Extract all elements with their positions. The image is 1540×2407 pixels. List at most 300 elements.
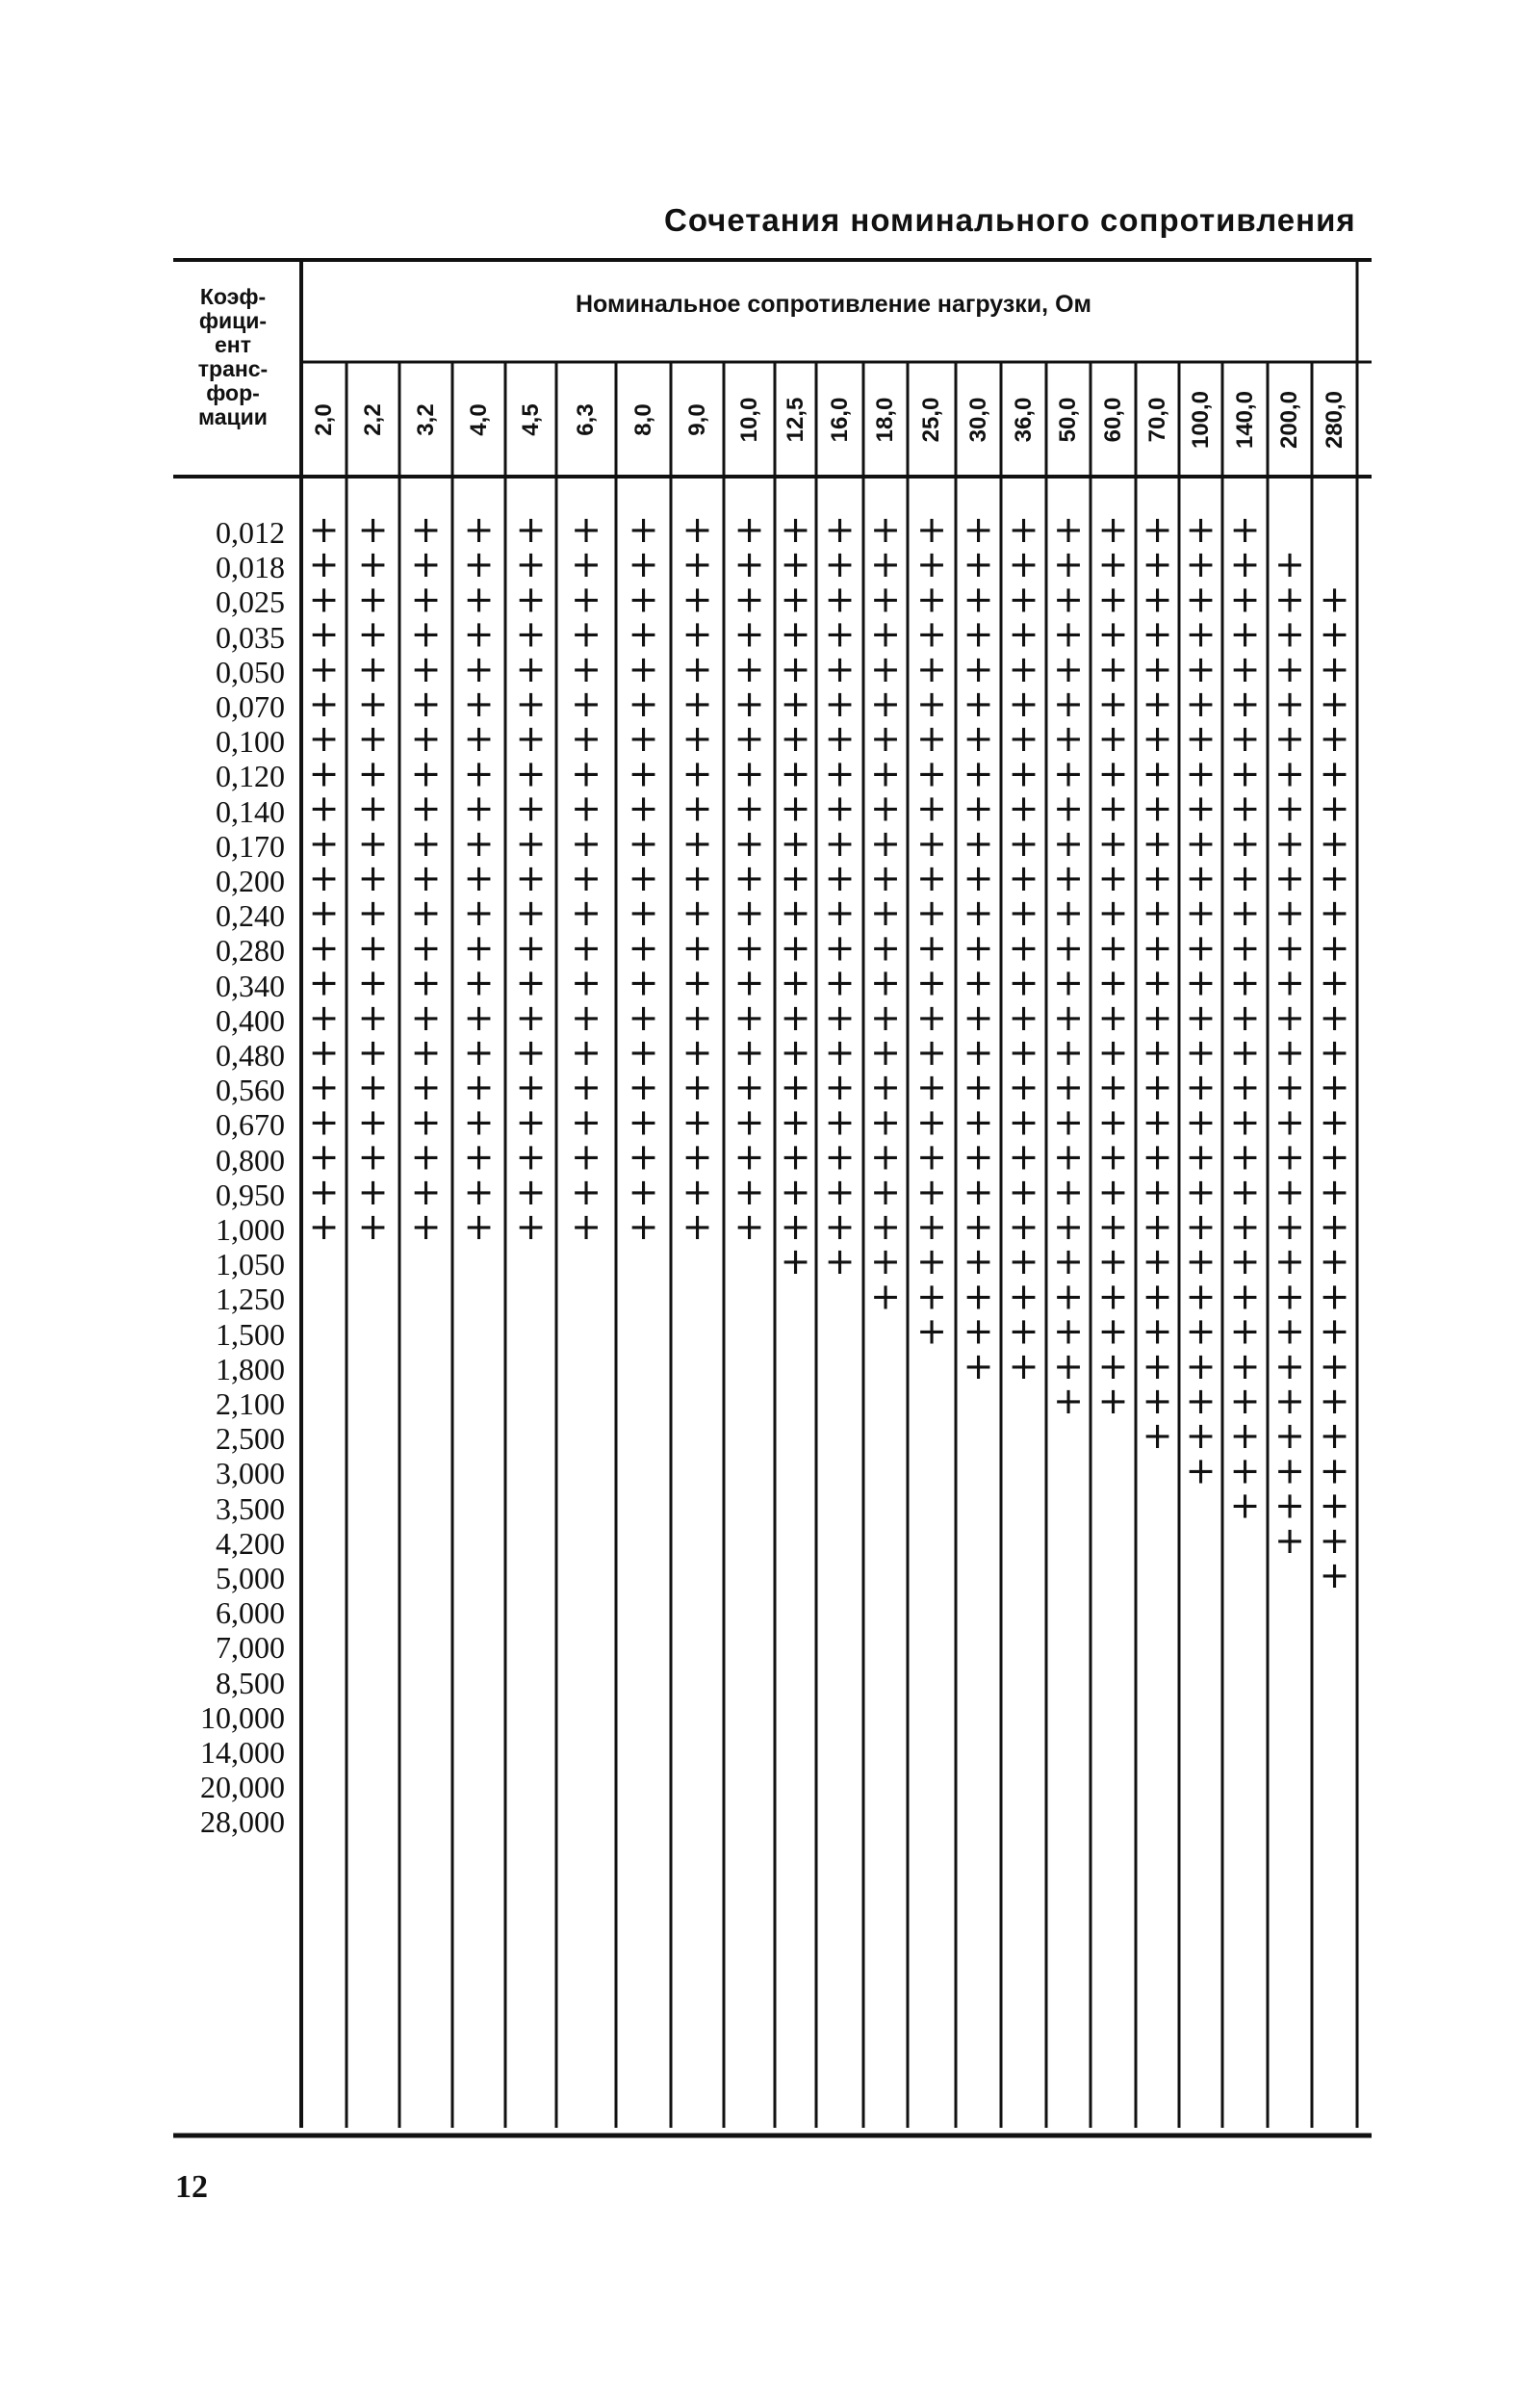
plus-mark: + bbox=[1142, 1344, 1173, 1387]
plus-mark: + bbox=[515, 612, 547, 656]
plus-mark: + bbox=[824, 683, 856, 725]
plus-mark: + bbox=[870, 1170, 901, 1213]
row-label: 5,000 bbox=[216, 1561, 285, 1595]
plus-mark: + bbox=[410, 1100, 442, 1144]
plus-mark: + bbox=[1229, 1205, 1261, 1248]
plus-mark: + bbox=[1097, 1309, 1129, 1353]
plus-mark: + bbox=[733, 1170, 765, 1213]
plus-mark: + bbox=[681, 1170, 713, 1213]
plus-mark: + bbox=[824, 508, 856, 551]
plus-mark: + bbox=[1319, 1449, 1350, 1492]
plus-mark: + bbox=[916, 508, 947, 551]
plus-mark: + bbox=[1274, 1205, 1305, 1248]
row-label: 1,500 bbox=[216, 1316, 285, 1352]
plus-mark: + bbox=[681, 1066, 713, 1109]
row-label: 8,500 bbox=[216, 1665, 285, 1700]
plus-mark: + bbox=[571, 647, 602, 690]
plus-mark: + bbox=[1097, 508, 1129, 551]
plus-mark: + bbox=[1185, 1449, 1217, 1492]
plus-mark: + bbox=[1053, 647, 1084, 690]
plus-mark: + bbox=[824, 1100, 856, 1144]
plus-mark: + bbox=[962, 892, 994, 935]
plus-mark: + bbox=[1097, 996, 1129, 1039]
plus-mark: + bbox=[870, 1205, 901, 1248]
plus-mark: + bbox=[733, 578, 765, 621]
plus-mark: + bbox=[1142, 996, 1173, 1039]
plus-mark: + bbox=[515, 1205, 547, 1248]
plus-mark: + bbox=[357, 1170, 389, 1213]
plus-mark: + bbox=[1142, 1066, 1173, 1109]
plus-mark: + bbox=[357, 961, 389, 1004]
row-label: 3,000 bbox=[216, 1456, 285, 1491]
row-label: 0,025 bbox=[216, 584, 285, 620]
plus-mark: + bbox=[463, 1205, 495, 1248]
plus-mark: + bbox=[463, 892, 495, 935]
plus-mark: + bbox=[1053, 1344, 1084, 1387]
plus-mark: + bbox=[1185, 1100, 1217, 1144]
plus-mark: + bbox=[681, 647, 713, 690]
row-label: 10,000 bbox=[200, 1699, 285, 1735]
plus-mark: + bbox=[1274, 821, 1305, 865]
plus-mark: + bbox=[410, 1135, 442, 1178]
plus-mark: + bbox=[1229, 821, 1261, 865]
plus-mark: + bbox=[1274, 1170, 1305, 1213]
plus-mark: + bbox=[870, 1100, 901, 1144]
plus-mark: + bbox=[1053, 857, 1084, 899]
plus-mark: + bbox=[308, 1205, 340, 1248]
plus-mark: + bbox=[824, 996, 856, 1039]
plus-mark: + bbox=[870, 578, 901, 621]
plus-mark: + bbox=[1274, 1518, 1305, 1562]
plus-mark: + bbox=[1097, 1344, 1129, 1387]
plus-mark: + bbox=[733, 1031, 765, 1074]
plus-mark: + bbox=[1185, 892, 1217, 935]
plus-mark: + bbox=[1008, 647, 1040, 690]
plus-mark: + bbox=[357, 683, 389, 725]
plus-mark: + bbox=[628, 508, 659, 551]
plus-mark: + bbox=[962, 1135, 994, 1178]
plus-mark: + bbox=[1274, 892, 1305, 935]
plus-mark: + bbox=[733, 683, 765, 725]
row-label: 14,000 bbox=[200, 1735, 285, 1770]
plus-mark: + bbox=[1229, 1100, 1261, 1144]
plus-mark: + bbox=[870, 647, 901, 690]
plus-mark: + bbox=[1319, 647, 1350, 690]
plus-mark: + bbox=[1319, 1170, 1350, 1213]
plus-mark: + bbox=[1274, 1275, 1305, 1318]
plus-mark: + bbox=[1229, 961, 1261, 1004]
plus-mark: + bbox=[916, 612, 947, 656]
plus-mark: + bbox=[962, 1275, 994, 1318]
plus-mark: + bbox=[681, 543, 713, 586]
plus-mark: + bbox=[870, 543, 901, 586]
plus-mark: + bbox=[628, 647, 659, 690]
plus-mark: + bbox=[1319, 578, 1350, 621]
plus-mark: + bbox=[1142, 1414, 1173, 1458]
plus-mark: + bbox=[870, 752, 901, 795]
plus-mark: + bbox=[1008, 857, 1040, 899]
plus-mark: + bbox=[463, 1066, 495, 1109]
plus-mark: + bbox=[1274, 996, 1305, 1039]
plus-mark: + bbox=[962, 821, 994, 865]
plus-mark: + bbox=[1229, 647, 1261, 690]
plus-mark: + bbox=[1274, 1344, 1305, 1387]
plus-mark: + bbox=[1185, 752, 1217, 795]
plus-mark: + bbox=[308, 1135, 340, 1178]
plus-mark: + bbox=[733, 752, 765, 795]
plus-mark: + bbox=[1185, 717, 1217, 761]
plus-mark: + bbox=[1274, 1240, 1305, 1283]
plus-mark: + bbox=[515, 787, 547, 830]
plus-mark: + bbox=[1185, 1380, 1217, 1422]
plus-mark: + bbox=[628, 892, 659, 935]
plus-mark: + bbox=[1053, 508, 1084, 551]
plus-mark: + bbox=[1008, 1031, 1040, 1074]
column-label: 4,5 bbox=[517, 403, 544, 436]
plus-mark: + bbox=[308, 543, 340, 586]
plus-mark: + bbox=[410, 543, 442, 586]
plus-mark: + bbox=[515, 578, 547, 621]
plus-mark: + bbox=[628, 578, 659, 621]
plus-mark: + bbox=[962, 1066, 994, 1109]
plus-mark: + bbox=[571, 717, 602, 761]
plus-mark: + bbox=[571, 1031, 602, 1074]
row-label: 28,000 bbox=[200, 1804, 285, 1840]
plus-mark: + bbox=[410, 717, 442, 761]
plus-mark: + bbox=[308, 926, 340, 970]
plus-mark: + bbox=[1274, 578, 1305, 621]
plus-mark: + bbox=[681, 857, 713, 899]
plus-mark: + bbox=[463, 961, 495, 1004]
plus-mark: + bbox=[1319, 926, 1350, 970]
row-header-label: Коэф- фици- ент транс- фор- мации bbox=[197, 284, 269, 429]
plus-mark: + bbox=[780, 1135, 811, 1178]
plus-mark: + bbox=[1185, 578, 1217, 621]
plus-mark: + bbox=[410, 892, 442, 935]
plus-mark: + bbox=[1053, 1031, 1084, 1074]
plus-mark: + bbox=[1274, 1380, 1305, 1422]
plus-mark: + bbox=[357, 508, 389, 551]
plus-mark: + bbox=[1185, 1240, 1217, 1283]
plus-mark: + bbox=[962, 543, 994, 586]
row-label: 0,480 bbox=[216, 1038, 285, 1073]
plus-mark: + bbox=[515, 892, 547, 935]
plus-mark: + bbox=[681, 578, 713, 621]
plus-mark: + bbox=[733, 508, 765, 551]
plus-mark: + bbox=[1274, 1414, 1305, 1458]
column-label: 8,0 bbox=[629, 403, 656, 436]
plus-mark: + bbox=[870, 926, 901, 970]
plus-mark: + bbox=[308, 508, 340, 551]
plus-mark: + bbox=[1319, 857, 1350, 899]
plus-mark: + bbox=[1008, 892, 1040, 935]
plus-mark: + bbox=[1053, 961, 1084, 1004]
row-label: 0,400 bbox=[216, 1002, 285, 1038]
plus-mark: + bbox=[410, 787, 442, 830]
plus-mark: + bbox=[463, 1031, 495, 1074]
plus-mark: + bbox=[681, 1100, 713, 1144]
column-label: 18,0 bbox=[872, 397, 898, 443]
row-label: 0,950 bbox=[216, 1177, 285, 1212]
plus-mark: + bbox=[1008, 961, 1040, 1004]
plus-mark: + bbox=[780, 717, 811, 761]
row-label: 2,500 bbox=[216, 1421, 285, 1457]
plus-mark: + bbox=[1319, 1344, 1350, 1387]
plus-mark: + bbox=[1142, 892, 1173, 935]
plus-mark: + bbox=[1185, 1170, 1217, 1213]
plus-mark: + bbox=[571, 1205, 602, 1248]
plus-mark: + bbox=[308, 857, 340, 899]
column-label: 25,0 bbox=[918, 397, 944, 443]
row-label: 0,012 bbox=[216, 515, 285, 550]
plus-mark: + bbox=[733, 647, 765, 690]
plus-mark: + bbox=[1185, 1135, 1217, 1178]
plus-mark: + bbox=[308, 1100, 340, 1144]
plus-mark: + bbox=[463, 1170, 495, 1213]
plus-mark: + bbox=[1229, 1414, 1261, 1458]
plus-mark: + bbox=[308, 996, 340, 1039]
plus-mark: + bbox=[410, 1066, 442, 1109]
plus-mark: + bbox=[1008, 508, 1040, 551]
plus-mark: + bbox=[357, 1031, 389, 1074]
plus-mark: + bbox=[1142, 787, 1173, 830]
plus-mark: + bbox=[1319, 821, 1350, 865]
plus-mark: + bbox=[962, 578, 994, 621]
plus-mark: + bbox=[681, 926, 713, 970]
plus-mark: + bbox=[824, 926, 856, 970]
plus-mark: + bbox=[681, 787, 713, 830]
plus-mark: + bbox=[824, 787, 856, 830]
plus-mark: + bbox=[1185, 1031, 1217, 1074]
plus-mark: + bbox=[870, 787, 901, 830]
plus-mark: + bbox=[1319, 1554, 1350, 1596]
plus-mark: + bbox=[916, 1170, 947, 1213]
plus-mark: + bbox=[410, 857, 442, 899]
plus-mark: + bbox=[515, 508, 547, 551]
plus-mark: + bbox=[1229, 612, 1261, 656]
plus-mark: + bbox=[780, 857, 811, 899]
plus-mark: + bbox=[1097, 821, 1129, 865]
row-label: 0,560 bbox=[216, 1073, 285, 1108]
plus-mark: + bbox=[1229, 926, 1261, 970]
plus-mark: + bbox=[463, 926, 495, 970]
plus-mark: + bbox=[916, 1205, 947, 1248]
plus-mark: + bbox=[780, 578, 811, 621]
plus-mark: + bbox=[1053, 821, 1084, 865]
plus-mark: + bbox=[1229, 1484, 1261, 1527]
plus-mark: + bbox=[1097, 1135, 1129, 1178]
plus-mark: + bbox=[410, 752, 442, 795]
plus-mark: + bbox=[1319, 1031, 1350, 1074]
plus-mark: + bbox=[780, 1170, 811, 1213]
plus-mark: + bbox=[681, 752, 713, 795]
plus-mark: + bbox=[1274, 752, 1305, 795]
plus-mark: + bbox=[870, 961, 901, 1004]
plus-mark: + bbox=[308, 717, 340, 761]
plus-mark: + bbox=[916, 578, 947, 621]
plus-mark: + bbox=[1053, 578, 1084, 621]
row-label: 20,000 bbox=[200, 1770, 285, 1805]
plus-mark: + bbox=[515, 1066, 547, 1109]
plus-mark: + bbox=[1319, 1484, 1350, 1527]
plus-mark: + bbox=[571, 578, 602, 621]
plus-mark: + bbox=[515, 717, 547, 761]
column-label: 3,2 bbox=[412, 403, 439, 436]
plus-mark: + bbox=[1142, 821, 1173, 865]
plus-mark: + bbox=[1319, 1135, 1350, 1178]
plus-mark: + bbox=[1008, 578, 1040, 621]
plus-mark: + bbox=[1008, 787, 1040, 830]
plus-mark: + bbox=[308, 892, 340, 935]
plus-mark: + bbox=[1185, 683, 1217, 725]
plus-mark: + bbox=[733, 1135, 765, 1178]
plus-mark: + bbox=[780, 787, 811, 830]
row-label: 0,120 bbox=[216, 759, 285, 794]
plus-mark: + bbox=[916, 892, 947, 935]
plus-mark: + bbox=[1142, 543, 1173, 586]
plus-mark: + bbox=[515, 961, 547, 1004]
row-label: 0,670 bbox=[216, 1107, 285, 1143]
plus-mark: + bbox=[308, 1031, 340, 1074]
page-title: Сочетания номинального сопротивления bbox=[664, 202, 1356, 238]
column-label: 10,0 bbox=[735, 397, 762, 443]
column-label: 50,0 bbox=[1055, 397, 1081, 443]
column-label: 200,0 bbox=[1276, 390, 1302, 450]
plus-mark: + bbox=[1097, 926, 1129, 970]
plus-mark: + bbox=[1053, 1275, 1084, 1318]
plus-mark: + bbox=[1008, 683, 1040, 725]
plus-mark: + bbox=[1008, 543, 1040, 586]
plus-mark: + bbox=[870, 683, 901, 725]
plus-mark: + bbox=[1053, 787, 1084, 830]
plus-mark: + bbox=[962, 683, 994, 725]
plus-mark: + bbox=[916, 1135, 947, 1178]
plus-mark: + bbox=[1229, 1066, 1261, 1109]
plus-mark: + bbox=[308, 821, 340, 865]
plus-mark: + bbox=[1142, 1205, 1173, 1248]
column-label: 60,0 bbox=[1099, 397, 1126, 443]
plus-mark: + bbox=[1053, 612, 1084, 656]
plus-mark: + bbox=[1053, 1240, 1084, 1283]
column-label: 4,0 bbox=[465, 403, 492, 436]
plus-mark: + bbox=[870, 508, 901, 551]
plus-mark: + bbox=[1319, 1518, 1350, 1562]
plus-mark: + bbox=[681, 1135, 713, 1178]
plus-mark: + bbox=[780, 543, 811, 586]
plus-mark: + bbox=[463, 508, 495, 551]
plus-mark: + bbox=[308, 787, 340, 830]
plus-mark: + bbox=[1097, 543, 1129, 586]
row-label: 1,050 bbox=[216, 1247, 285, 1282]
plus-mark: + bbox=[1274, 961, 1305, 1004]
plus-mark: + bbox=[962, 1240, 994, 1283]
plus-mark: + bbox=[571, 1066, 602, 1109]
plus-mark: + bbox=[1185, 1309, 1217, 1353]
plus-mark: + bbox=[733, 543, 765, 586]
row-label: 0,170 bbox=[216, 828, 285, 864]
plus-mark: + bbox=[628, 1066, 659, 1109]
row-label: 1,000 bbox=[216, 1212, 285, 1247]
plus-mark: + bbox=[733, 717, 765, 761]
plus-mark: + bbox=[1229, 1344, 1261, 1387]
plus-mark: + bbox=[515, 752, 547, 795]
plus-mark: + bbox=[628, 857, 659, 899]
plus-mark: + bbox=[571, 612, 602, 656]
plus-mark: + bbox=[962, 996, 994, 1039]
plus-mark: + bbox=[1053, 717, 1084, 761]
column-label: 2,2 bbox=[359, 403, 386, 436]
plus-mark: + bbox=[1142, 926, 1173, 970]
plus-mark: + bbox=[1274, 647, 1305, 690]
plus-mark: + bbox=[916, 717, 947, 761]
plus-mark: + bbox=[571, 892, 602, 935]
plus-mark: + bbox=[681, 961, 713, 1004]
plus-mark: + bbox=[1229, 1275, 1261, 1318]
plus-mark: + bbox=[571, 508, 602, 551]
plus-mark: + bbox=[1319, 1066, 1350, 1109]
plus-mark: + bbox=[357, 892, 389, 935]
plus-mark: + bbox=[1229, 787, 1261, 830]
plus-mark: + bbox=[780, 926, 811, 970]
plus-mark: + bbox=[780, 961, 811, 1004]
row-label: 1,250 bbox=[216, 1281, 285, 1317]
plus-mark: + bbox=[1097, 1240, 1129, 1283]
plus-mark: + bbox=[780, 612, 811, 656]
plus-mark: + bbox=[916, 926, 947, 970]
plus-mark: + bbox=[628, 926, 659, 970]
plus-mark: + bbox=[962, 1309, 994, 1353]
plus-mark: + bbox=[681, 717, 713, 761]
row-label: 7,000 bbox=[216, 1630, 285, 1666]
row-label: 0,200 bbox=[216, 864, 285, 898]
plus-mark: + bbox=[1008, 1275, 1040, 1318]
plus-mark: + bbox=[571, 543, 602, 586]
plus-mark: + bbox=[515, 821, 547, 865]
plus-mark: + bbox=[1229, 1135, 1261, 1178]
plus-mark: + bbox=[1229, 578, 1261, 621]
plus-mark: + bbox=[628, 1100, 659, 1144]
row-label: 0,035 bbox=[216, 619, 285, 655]
plus-mark: + bbox=[1142, 857, 1173, 899]
plus-mark: + bbox=[870, 1031, 901, 1074]
plus-mark: + bbox=[1185, 787, 1217, 830]
plus-mark: + bbox=[1008, 612, 1040, 656]
plus-mark: + bbox=[1185, 612, 1217, 656]
plus-mark: + bbox=[916, 752, 947, 795]
plus-mark: + bbox=[515, 996, 547, 1039]
plus-mark: + bbox=[1053, 1309, 1084, 1353]
plus-mark: + bbox=[1319, 1309, 1350, 1353]
plus-mark: + bbox=[571, 1100, 602, 1144]
plus-mark: + bbox=[824, 647, 856, 690]
plus-mark: + bbox=[1185, 508, 1217, 551]
plus-mark: + bbox=[410, 1205, 442, 1248]
plus-mark: + bbox=[870, 1240, 901, 1283]
plus-mark: + bbox=[1185, 543, 1217, 586]
plus-mark: + bbox=[1053, 1066, 1084, 1109]
plus-mark: + bbox=[515, 857, 547, 899]
plus-mark: + bbox=[1142, 1100, 1173, 1144]
plus-mark: + bbox=[357, 1100, 389, 1144]
plus-mark: + bbox=[1097, 612, 1129, 656]
plus-mark: + bbox=[628, 717, 659, 761]
plus-mark: + bbox=[1053, 1100, 1084, 1144]
column-label: 100,0 bbox=[1187, 390, 1214, 450]
plus-mark: + bbox=[962, 717, 994, 761]
plus-mark: + bbox=[571, 1170, 602, 1213]
plus-mark: + bbox=[571, 787, 602, 830]
plus-mark: + bbox=[571, 683, 602, 725]
